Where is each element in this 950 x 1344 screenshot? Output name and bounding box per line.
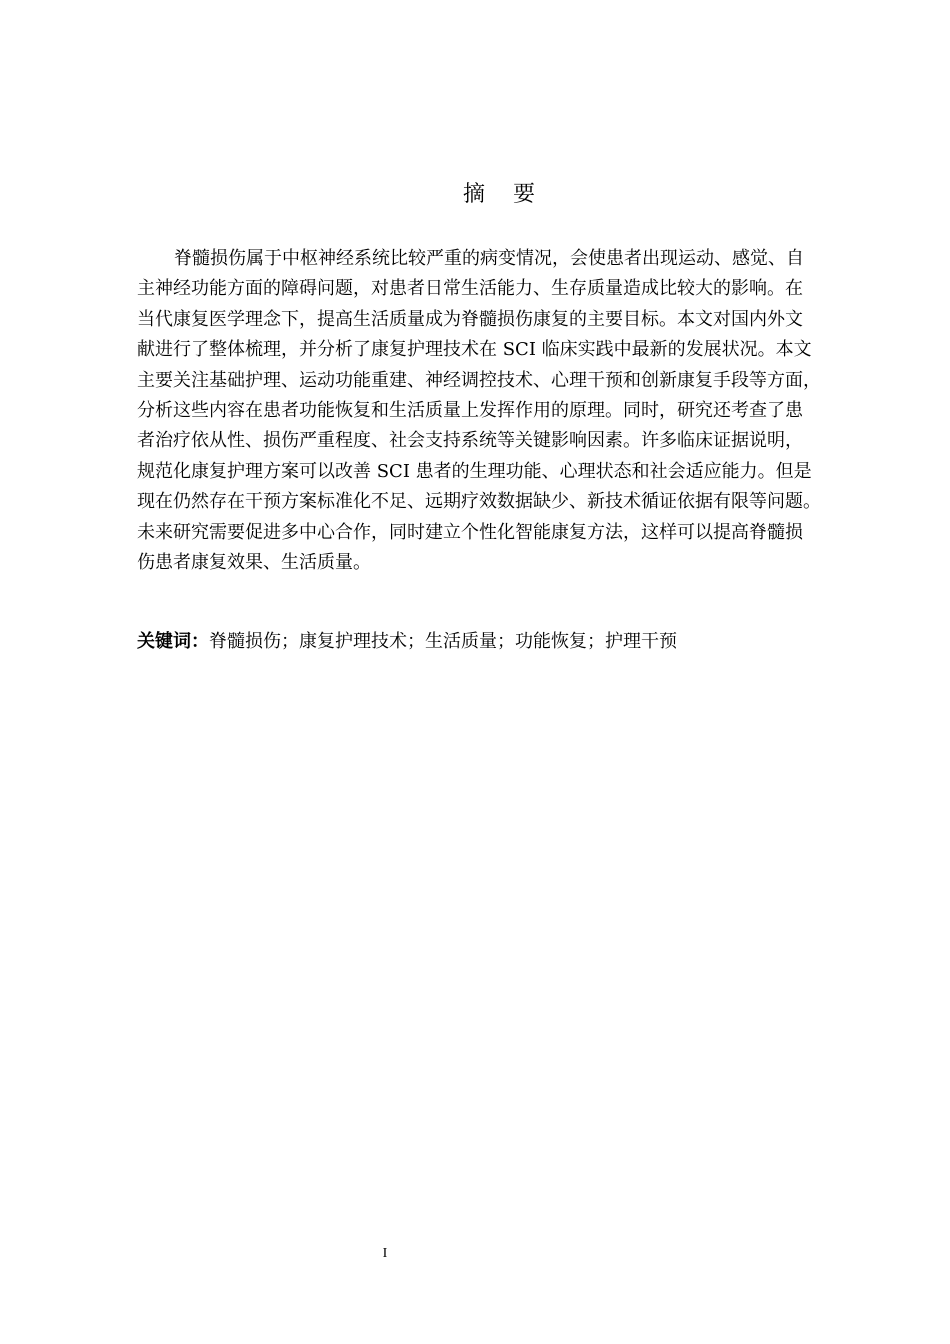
keywords-label: 关键词： (137, 631, 209, 652)
abstract-line: 主要关注基础护理、运动功能重建、神经调控技术、心理干预和创新康复手段等方面， (137, 369, 821, 391)
abstract-line: 规范化康复护理方案可以改善 SCI 患者的生理功能、心理状态和社会适应能力。但是 (137, 460, 812, 482)
abstract-line: 现在仍然存在干预方案标准化不足、远期疗效数据缺少、新技术循证依据有限等问题。 (137, 491, 821, 513)
abstract-line: 脊髓损伤属于中枢神经系统比较严重的病变情况，会使患者出现运动、感觉、自 (174, 248, 804, 269)
keywords-paragraph (137, 626, 857, 658)
abstract-line: 伤患者康复效果、生活质量。 (137, 551, 371, 573)
keywords-text: 脊髓损伤；康复护理技术；生活质量；功能恢复；护理干预 (209, 631, 677, 652)
abstract-heading: 摘 要 (463, 182, 535, 207)
abstract-line: 分析这些内容在患者功能恢复和生活质量上发挥作用的原理。同时，研究还考查了患 (137, 399, 803, 421)
page-number: I (382, 1246, 388, 1261)
abstract-line: 当代康复医学理念下，提高生活质量成为脊髓损伤康复的主要目标。本文对国内外文 (137, 308, 803, 330)
abstract-line: 者治疗依从性、损伤严重程度、社会支持系统等关键影响因素。许多临床证据说明， (137, 430, 803, 452)
abstract-line: 献进行了整体梳理，并分析了康复护理技术在 SCI 临床实践中最新的发展状况。本文 (137, 339, 812, 361)
abstract-line: 未来研究需要促进多中心合作，同时建立个性化智能康复方法，这样可以提高脊髓损 (137, 521, 803, 543)
abstract-body (137, 244, 857, 578)
abstract-line: 主神经功能方面的障碍问题，对患者日常生活能力、生存质量造成比较大的影响。在 (137, 278, 803, 300)
